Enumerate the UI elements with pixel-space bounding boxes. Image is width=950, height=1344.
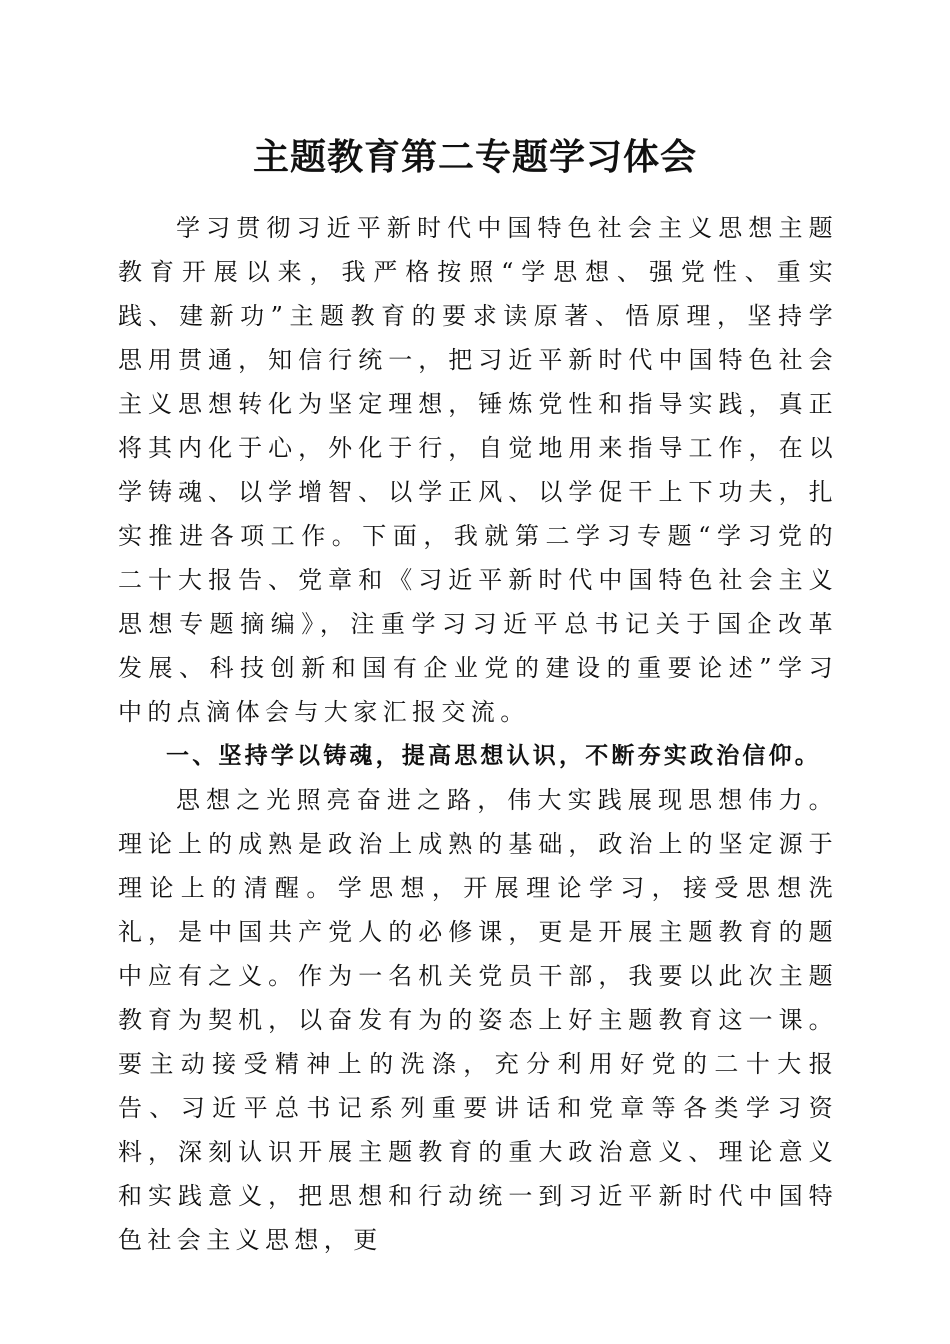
document-body [118,206,838,1262]
section-heading: 一、坚持学以铸魂，提高思想认识，不断夯实政治信仰。 [166,743,821,769]
intro-paragraph: 学习贯彻习近平新时代中国特色社会主义思想主题教育开展以来，我严格按照“学思想、强党性、重实践、建新功”主题教育的要求读原著、悟原理，坚持学思用贯通，知信行统一，把习近平新时代中国特色社会主义思想转化为坚定理想，锤炼党性和指导实践，真正将其内化于心，外化于行，自觉地用来指导工作，在以学铸魂、以学增智、以学正风、以学促干上下功夫，扎实推进各项工作。下面，我就第二学习专题“学习党的二十大报告、党章和《习近平新时代中国特色社会主义思想专题摘编》，注重学习习近平总书记关于国企改革发展、科技创新和国有企业党的建设的重要论述”学习中的点滴体会与大家汇报交流。 [118,214,838,726]
page-title: 主题教育第二专题学习体会 [252,136,697,178]
section-paragraph: 思想之光照亮奋进之路，伟大实践展现思想伟力。理论上的成熟是政治上成熟的基础，政治上的坚定源于理论上的清醒。学思想，开展理论学习，接受思想洗礼，是中国共产党人的必修课，更是开展主题教育的题中应有之义。作为一名机关党员干部，我要以此次主题教育为契机，以奋发有为的姿态上好主题教育这一课。要主动接受精神上的洗涤，充分利用好党的二十大报告、习近平总书记系列重要讲话和党章等各类学习资料，深刻认识开展主题教育的重大政治意义、理论意义和实践意义，把思想和行动统一到习近平新时代中国特色社会主义思想，更 [118,786,838,1254]
